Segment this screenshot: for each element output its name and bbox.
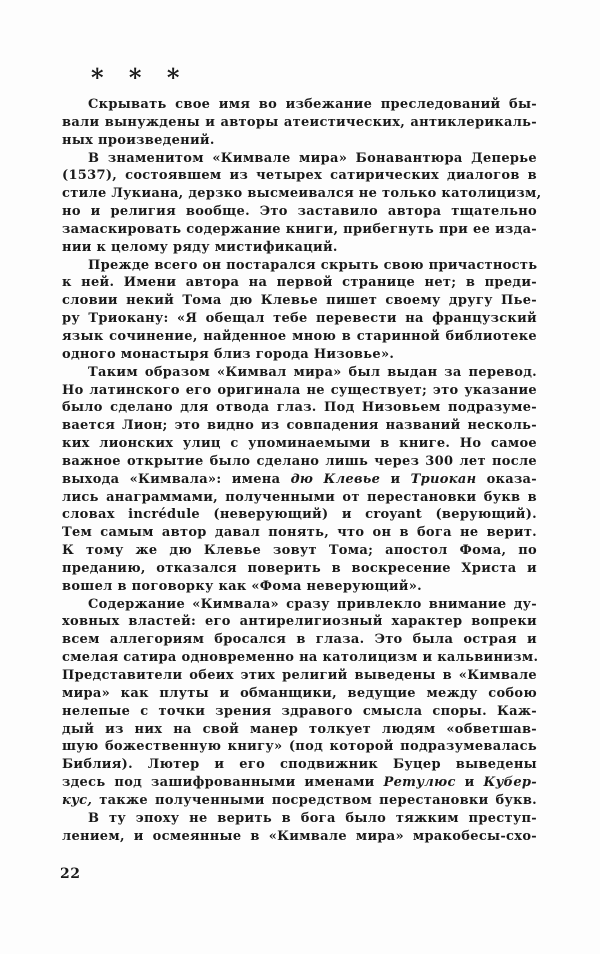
text-run: ных произведений. bbox=[62, 132, 215, 148]
italic-text-run: Ретулюс bbox=[383, 775, 456, 791]
text-run: мира» как плуты и обманщики, ведущие между собою bbox=[62, 685, 537, 701]
text-line bbox=[62, 274, 537, 292]
text-line bbox=[62, 489, 537, 507]
text-line bbox=[62, 828, 537, 846]
text-run: шую божественную книгу» (под которой подразумевалась bbox=[62, 739, 537, 755]
paragraph bbox=[62, 596, 537, 810]
text-run: (1537), состоявшем из четырех сатирических диалогов в bbox=[62, 168, 537, 184]
text-line bbox=[62, 703, 537, 721]
text-run: смелая сатира одновременно на католицизм и кальвинизм. bbox=[62, 650, 539, 666]
text-line bbox=[62, 132, 537, 150]
text-line bbox=[62, 417, 537, 435]
paragraph bbox=[62, 364, 537, 596]
text-line bbox=[62, 667, 537, 685]
text-line bbox=[62, 114, 537, 132]
text-line bbox=[62, 649, 537, 667]
text-line bbox=[62, 506, 537, 524]
text-line bbox=[62, 150, 537, 168]
text-run: нии к целому ряду мистификаций. bbox=[62, 239, 338, 255]
text-line bbox=[62, 382, 537, 400]
text-line bbox=[62, 239, 537, 257]
text-run: также полученными посредством перестановки букв. bbox=[92, 792, 537, 808]
text-line bbox=[62, 613, 537, 631]
text-run: лением, и осмеянные в «Кимвале мира» мракобесы-схо- bbox=[62, 828, 537, 844]
text-run: но и религия вообще. Это заставило автора тщательно bbox=[62, 204, 537, 220]
paragraph bbox=[62, 810, 537, 846]
text-line bbox=[62, 756, 537, 774]
text-run: здесь под зашифрованными именами bbox=[62, 775, 384, 791]
text-line bbox=[62, 203, 537, 221]
text-run: Библия). Лютер и его сподвижник Буцер выведены bbox=[62, 757, 537, 773]
text-line bbox=[62, 328, 537, 346]
text-run: В ту эпоху не верить в бога было тяжким преступ- bbox=[88, 810, 537, 826]
text-run: стиле Лукиана, дерзко высмеивался не только католицизм, bbox=[62, 186, 542, 202]
italic-text-run: дю Клевье bbox=[290, 471, 381, 487]
text-run: одного монастыря близ города Низовье». bbox=[62, 346, 395, 362]
text-line bbox=[62, 631, 537, 649]
paragraph bbox=[62, 257, 537, 364]
text-run: Прежде всего он постарался скрыть свою причастность bbox=[88, 257, 538, 273]
text-run: нелепые с точки зрения здравого смысла споры. Каж- bbox=[62, 703, 537, 719]
text-line bbox=[62, 453, 537, 471]
paragraph bbox=[62, 150, 542, 257]
text-run: к ней. Имени автора на первой странице нет; в преди- bbox=[62, 275, 537, 291]
text-line bbox=[62, 685, 537, 703]
text-line bbox=[62, 578, 537, 596]
text-line bbox=[62, 810, 537, 828]
text-line bbox=[62, 96, 537, 114]
text-run: выхода «Кимвала»: имена bbox=[62, 471, 291, 487]
text-run: вается Лион; это видно из совпадения названий несколь- bbox=[62, 418, 537, 434]
text-line bbox=[62, 435, 537, 453]
text-line bbox=[62, 185, 542, 203]
text-line bbox=[62, 721, 537, 739]
text-run: Таким образом «Кимвал мира» был выдан за перевод. bbox=[88, 364, 537, 380]
text-run: ру Триокану: «Я обещал тебе перевести на французский bbox=[62, 311, 537, 327]
text-run: замаскировать содержание книги, прибегнуть при ее изда- bbox=[62, 221, 537, 237]
text-line bbox=[62, 310, 537, 328]
text-run: оказа- bbox=[476, 471, 537, 487]
text-line bbox=[62, 399, 537, 417]
text-run: и bbox=[380, 471, 411, 487]
text-run: В знаменитом «Кимвале мира» Бонавантюра Деперье bbox=[88, 150, 537, 166]
text-line bbox=[62, 792, 537, 810]
text-run: Представители обеих этих религий выведены в «Кимвале bbox=[62, 668, 537, 683]
text-run: словах incrédule (неверующий) и croyant (верующий). bbox=[62, 507, 537, 523]
text-line bbox=[62, 774, 537, 792]
page-number: 22 bbox=[60, 866, 81, 882]
text-line bbox=[62, 292, 537, 310]
text-block bbox=[62, 96, 542, 845]
italic-text-run: Кубер- bbox=[483, 775, 537, 791]
text-run: вали вынуждены и авторы атеистических, антиклерикаль- bbox=[62, 114, 537, 130]
text-run: лись анаграммами, полученными от перестановки букв в bbox=[62, 489, 537, 505]
text-run: дый из них на свой манер толкует людям «обветшав- bbox=[62, 721, 537, 737]
text-line bbox=[62, 738, 537, 756]
italic-text-run: Триокан bbox=[410, 471, 477, 487]
text-line bbox=[62, 596, 537, 614]
text-run: Содержание «Кимвала» сразу привлекло внимание ду- bbox=[88, 596, 537, 612]
section-divider: * * * bbox=[91, 63, 180, 92]
italic-text-run: кус, bbox=[62, 792, 93, 808]
text-run: всем аллегориям бросался в глаза. Это была острая и bbox=[62, 632, 537, 648]
text-run: ховных властей: его антирелигиозный характер вопреки bbox=[62, 614, 537, 630]
text-line bbox=[62, 542, 537, 560]
text-line bbox=[62, 346, 537, 364]
text-run: К тому же дю Клевье зовут Тома; апостол Фома, по bbox=[62, 543, 537, 559]
text-run: преданию, отказался поверить в воскресение Христа и bbox=[62, 560, 537, 576]
text-line bbox=[62, 167, 537, 185]
text-run: Но латинского его оригинала не существует; это указание bbox=[62, 382, 537, 398]
text-line bbox=[62, 221, 537, 239]
text-line bbox=[62, 471, 537, 489]
text-run: Скрывать свое имя во избежание преследований бы- bbox=[88, 97, 537, 112]
text-run: вошел в поговорку как «Фома неверующий». bbox=[62, 578, 422, 594]
text-run: важное открытие было сделано лишь через 300 лет после bbox=[62, 453, 537, 469]
text-run: Тем самым автор давал понять, что он в бога не верит. bbox=[62, 525, 537, 541]
text-run: ких лионских улиц с упоминаемыми в книге. Но самое bbox=[62, 436, 537, 452]
text-run: словии некий Тома дю Клевье пишет своему другу Пье- bbox=[62, 293, 537, 309]
text-line bbox=[62, 364, 537, 382]
text-run: и bbox=[455, 775, 484, 791]
text-run: язык сочинение, найденное мною в старинной библиотеке bbox=[62, 328, 537, 344]
text-line bbox=[62, 257, 537, 275]
text-run: было сделано для отвода глаз. Под Низовьем подразуме- bbox=[62, 400, 537, 416]
text-line bbox=[62, 560, 537, 578]
paragraph bbox=[62, 96, 537, 150]
text-line bbox=[62, 524, 537, 542]
